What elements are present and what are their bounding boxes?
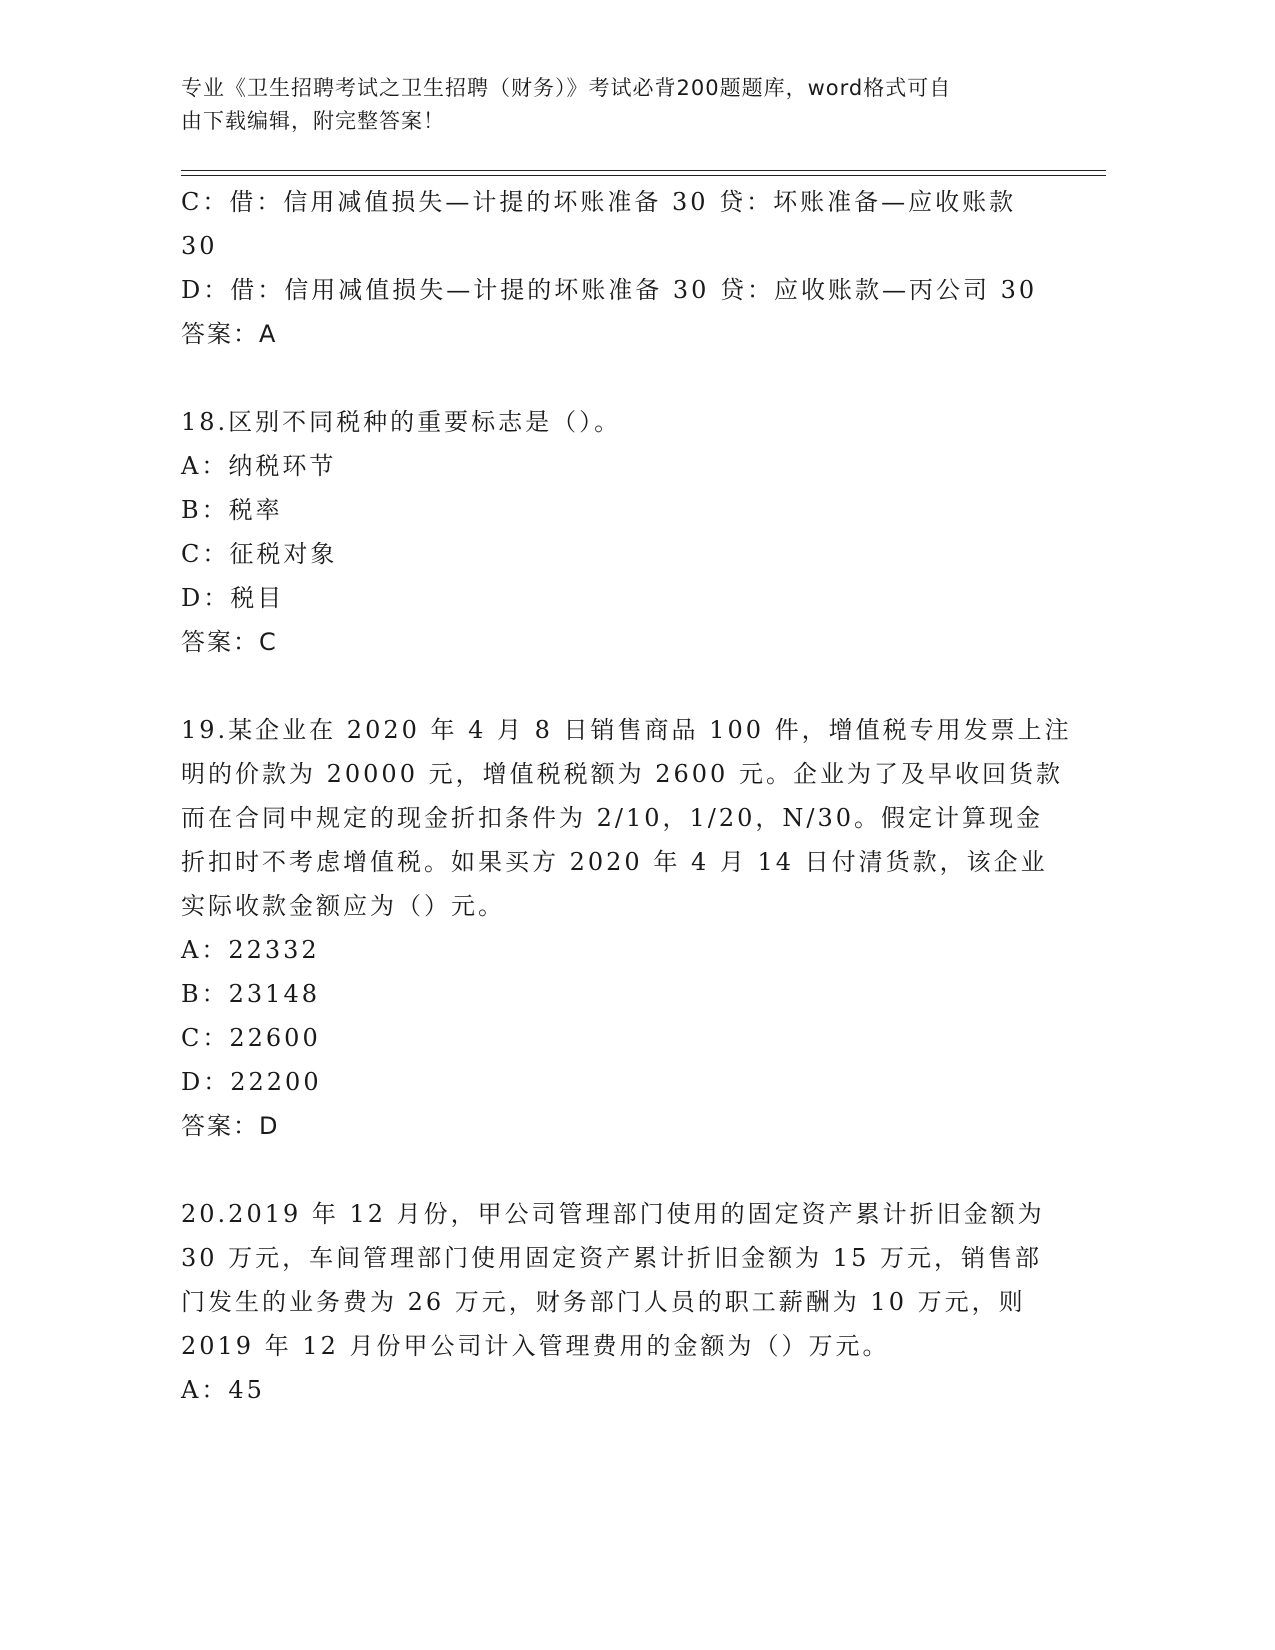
q18-question: 18.区别不同税种的重要标志是（）。	[181, 408, 622, 436]
q17-option-c-line-1: C：借：信用减值损失—计提的坏账准备 30 贷：坏账准备—应收账款	[181, 188, 1017, 216]
spacer	[181, 664, 1081, 708]
header-rule-bottom	[181, 175, 1106, 176]
q20-question-line: 2019 年 12 月份甲公司计入管理费用的金额为（）万元。	[181, 1332, 890, 1360]
q19-answer: 答案：D	[181, 1112, 280, 1140]
q20-question-line: 门发生的业务费为 26 万元，财务部门人员的职工薪酬为 10 万元，则	[181, 1288, 1026, 1316]
q17-option-d: D：借：信用减值损失—计提的坏账准备 30 贷：应收账款—丙公司 30	[181, 276, 1038, 304]
question-20	[181, 1192, 1081, 1412]
q19-option-c: C：22600	[181, 1024, 321, 1052]
q19-option-a: A：22332	[181, 936, 320, 964]
q19-question-line: 19.某企业在 2020 年 4 月 8 日销售商品 100 件，增值税专用发票上注	[181, 716, 1072, 744]
q19-option-d: D：22200	[181, 1068, 322, 1096]
q17-answer: 答案：A	[181, 320, 278, 348]
q19-option-b: B：23148	[181, 980, 320, 1008]
q18-option-b: B：税率	[181, 496, 283, 524]
question-body	[181, 180, 1081, 1412]
question-17-tail	[181, 180, 1081, 356]
q18-answer: 答案：C	[181, 628, 278, 656]
q20-question-line: 30 万元，车间管理部门使用固定资产累计折旧金额为 15 万元，销售部	[181, 1244, 1042, 1272]
q19-question-line: 明的价款为 20000 元，增值税税额为 2600 元。企业为了及早收回货款	[181, 760, 1063, 788]
question-18	[181, 400, 1081, 664]
q18-option-a: A：纳税环节	[181, 452, 337, 480]
q19-question-line: 折扣时不考虑增值税。如果买方 2020 年 4 月 14 日付清货款，该企业	[181, 848, 1048, 876]
header-rule-top	[181, 170, 1106, 171]
question-19	[181, 708, 1081, 1148]
q17-option-c-line-2: 30	[181, 232, 218, 260]
q20-option-a: A：45	[181, 1376, 265, 1404]
header-line-2: 由下载编辑，附完整答案！	[181, 109, 445, 133]
document-header	[181, 72, 1041, 138]
q18-option-d: D：税目	[181, 584, 285, 612]
q18-option-c: C：征税对象	[181, 540, 338, 568]
header-line-1: 专业《卫生招聘考试之卫生招聘（财务）》考试必背200题题库，word格式可自	[181, 76, 952, 100]
q19-question-line: 实际收款金额应为（）元。	[181, 892, 505, 920]
spacer	[181, 1148, 1081, 1192]
q19-question-line: 而在合同中规定的现金折扣条件为 2/10，1/20，N/30。假定计算现金	[181, 804, 1044, 832]
q20-question-line: 20.2019 年 12 月份，甲公司管理部门使用的固定资产累计折旧金额为	[181, 1200, 1045, 1228]
spacer	[181, 356, 1081, 400]
